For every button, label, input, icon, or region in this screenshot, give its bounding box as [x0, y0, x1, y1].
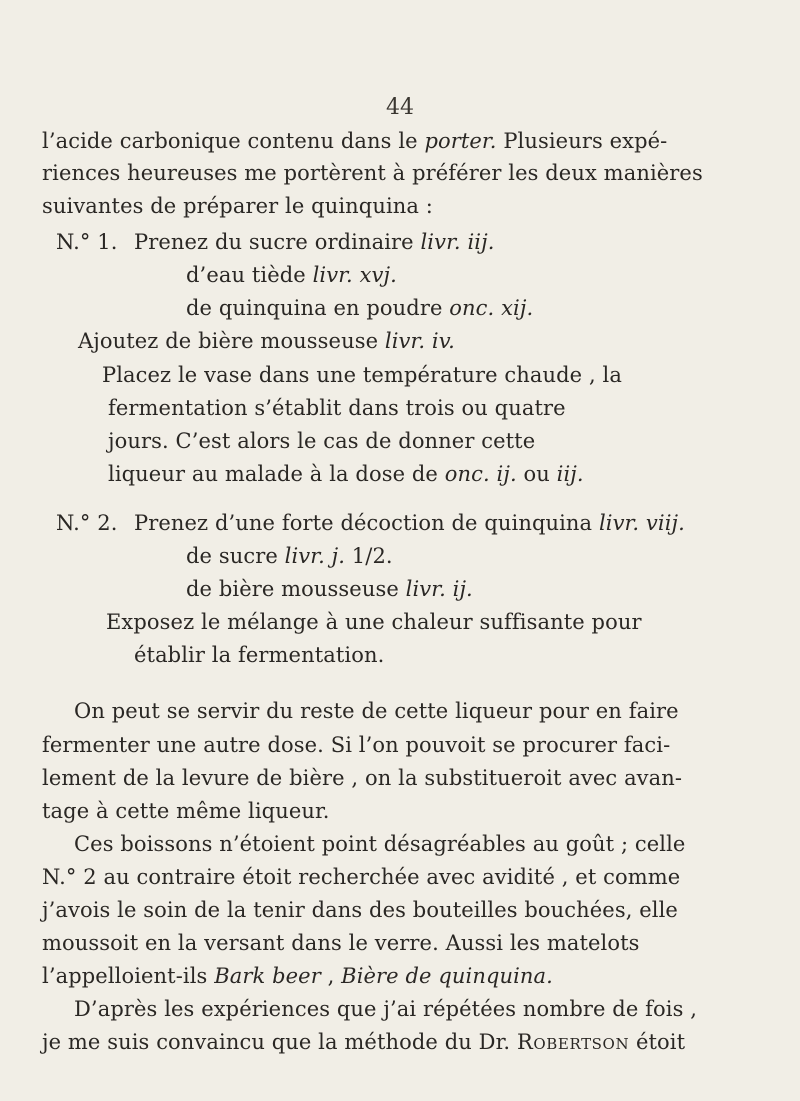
text-line: N.° 2 au contraire étoit recherchée avec avidité , et comme: [42, 865, 681, 889]
text-line: Prenez d’une forte décoction de quinquina livr. viij.: [134, 511, 685, 535]
text-line: jours. C’est alors le cas de donner cette: [108, 429, 536, 453]
text-line: fermenter une autre dose. Si l’on pouvoit se procurer faci-: [42, 733, 671, 757]
text-line: fermentation s’établit dans trois ou quatre: [108, 396, 566, 420]
text-line: moussoit en la versant dans le verre. Aussi les matelots: [42, 931, 640, 955]
text-line: liqueur au malade à la dose de onc. ij. ou iij.: [108, 462, 584, 486]
text-line: Ces boissons n’étoient point désagréables au goût ; celle: [74, 832, 686, 856]
text-line: de quinquina en poudre onc. xij.: [186, 296, 534, 320]
text-line: l’acide carbonique contenu dans le porter. Plusieurs expé-: [42, 129, 668, 153]
text-line: Ajoutez de bière mousseuse livr. iv.: [78, 329, 455, 353]
text-line: d’eau tiède livr. xvj.: [186, 263, 397, 287]
text-line: j’avois le soin de la tenir dans des bouteilles bouchées, elle: [42, 898, 678, 922]
text-line: je me suis convaincu que la méthode du Dr. Robertson étoit: [42, 1030, 686, 1054]
recipe-number: N.° 1.: [56, 230, 118, 254]
text-line: On peut se servir du reste de cette liqueur pour en faire: [74, 699, 679, 723]
recipe-number: N.° 2.: [56, 511, 118, 535]
text-line: suivantes de préparer le quinquina :: [42, 194, 433, 218]
text-line: Prenez du sucre ordinaire livr. iij.: [134, 230, 495, 254]
text-line: lement de la levure de bière , on la substitueroit avec avan-: [42, 766, 683, 790]
page-number: 44: [386, 95, 414, 120]
text-line: de sucre livr. j. 1/2.: [186, 544, 393, 568]
text-line: tage à cette même liqueur.: [42, 799, 330, 823]
text-line: Exposez le mélange à une chaleur suffisante pour: [106, 610, 642, 634]
text-line: de bière mousseuse livr. ij.: [186, 577, 473, 601]
text-line: D’après les expériences que j’ai répétées nombre de fois ,: [74, 997, 698, 1021]
text-line: Placez le vase dans une température chaude , la: [102, 363, 622, 387]
text-line: l’appelloient-ils Bark beer , Bière de quinquina.: [42, 964, 553, 988]
text-line: riences heureuses me portèrent à préférer les deux manières: [42, 161, 703, 185]
text-line: établir la fermentation.: [134, 643, 385, 667]
